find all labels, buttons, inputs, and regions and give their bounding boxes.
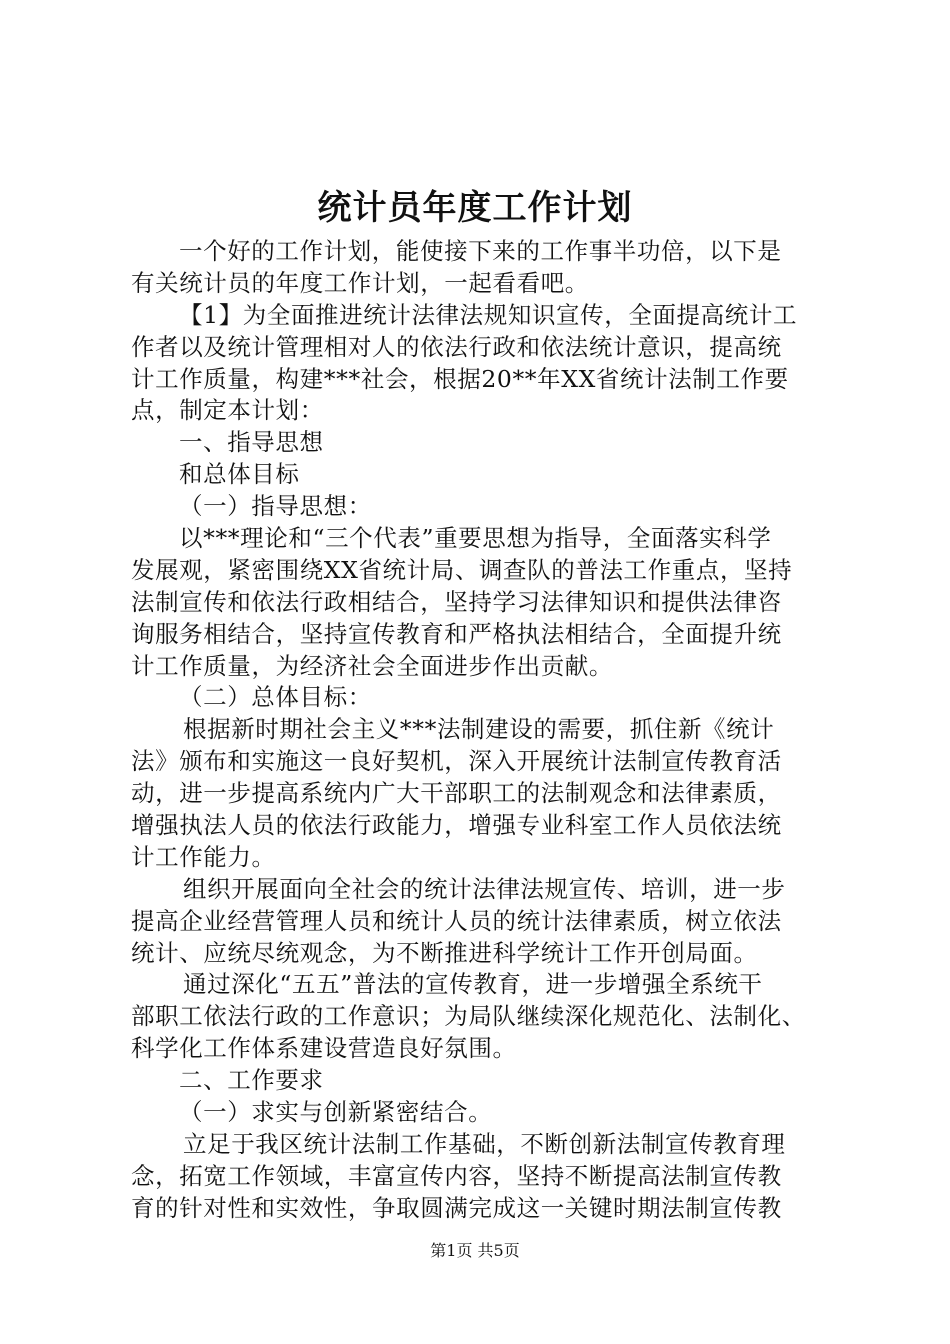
- text-line: 组织开展面向全社会的统计法律法规宣传、培训，进一步: [183, 874, 786, 903]
- text-line: 根据新时期社会主义***法制建设的需要，抓住新《统计: [183, 715, 775, 744]
- document-body: [131, 236, 851, 1225]
- text-line: 计工作质量，构建***社会，根据20**年XX省统计法制工作要: [131, 364, 789, 393]
- text-line: 通过深化“五五”普法的宣传教育，进一步增强全系统干: [183, 970, 763, 999]
- text-line: 动，进一步提高系统内广大干部职工的法制观念和法律素质，: [131, 779, 782, 808]
- text-line: 计工作质量，为经济社会全面进步作出贡献。: [131, 651, 613, 680]
- text-line: （一）求实与创新紧密结合。: [179, 1098, 493, 1127]
- text-line: 增强执法人员的依法行政能力，增强专业科室工作人员依法统: [131, 811, 782, 840]
- text-line: 科学化工作体系建设营造良好氛围。: [131, 1034, 517, 1063]
- text-line: （一）指导思想：: [179, 492, 372, 521]
- text-line: 念，拓宽工作领域，丰富宣传内容，坚持不断提高法制宣传教: [131, 1161, 782, 1190]
- text-line: 育的针对性和实效性，争取圆满完成这一关键时期法制宣传教: [131, 1193, 782, 1222]
- text-line: 和总体目标: [179, 460, 300, 489]
- page-footer: 第1页 共5页: [430, 1241, 520, 1260]
- text-line: 部职工依法行政的工作意识；为局队继续深化规范化、法制化、: [131, 1002, 806, 1031]
- text-line: 作者以及统计管理相对人的依法行政和依法统计意识，提高统: [131, 332, 782, 361]
- text-line: 二、工作要求: [179, 1066, 324, 1095]
- text-line: 【1】为全面推进统计法律法规知识宣传，全面提高统计工: [179, 300, 798, 329]
- text-line: 提高企业经营管理人员和统计人员的统计法律素质，树立依法: [131, 906, 782, 935]
- text-line: 立足于我区统计法制工作基础，不断创新法制宣传教育理: [183, 1129, 786, 1158]
- text-line: （二）总体目标：: [179, 683, 372, 712]
- text-line: 一、指导思想: [179, 428, 324, 457]
- text-line: 发展观，紧密围绕XX省统计局、调查队的普法工作重点，坚持: [131, 555, 793, 584]
- text-line: 一个好的工作计划，能使接下来的工作事半功倍，以下是: [179, 237, 782, 265]
- text-line: 法制宣传和依法行政相结合，坚持学习法律知识和提供法律咨: [131, 587, 782, 616]
- text-line: 法》颁布和实施这一良好契机，深入开展统计法制宣传教育活: [131, 747, 782, 776]
- text-line: 以***理论和“三个代表”重要思想为指导，全面落实科学: [179, 524, 772, 553]
- document-title: 统计员年度工作计划: [317, 188, 633, 228]
- text-line: 点，制定本计划：: [131, 396, 324, 425]
- text-line: 统计、应统尽统观念，为不断推进科学统计工作开创局面。: [131, 938, 758, 967]
- text-line: 有关统计员的年度工作计划，一起看看吧。: [131, 268, 589, 297]
- text-line: 询服务相结合，坚持宣传教育和严格执法相结合，全面提升统: [131, 619, 782, 648]
- text-line: 计工作能力。: [131, 842, 276, 871]
